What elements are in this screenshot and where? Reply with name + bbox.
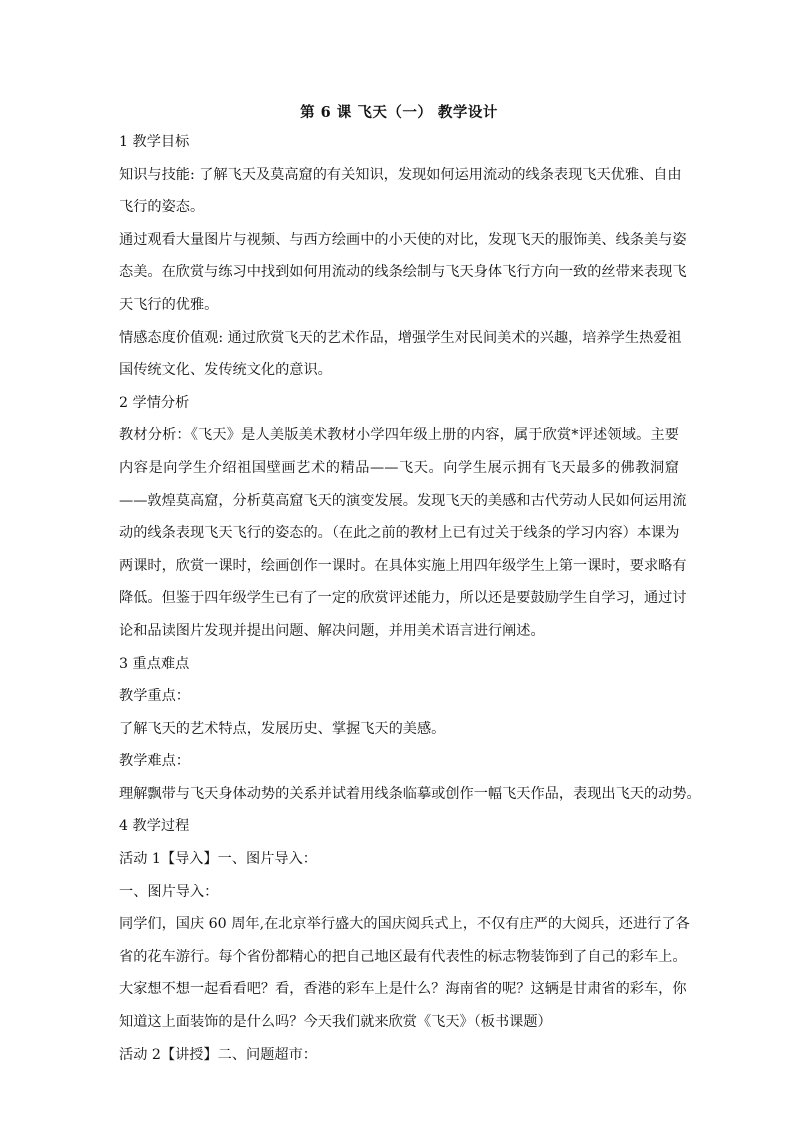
paragraph-line: 论和品读图片发现并提出问题、解决问题，并用美术语言进行阐述。 — [119, 622, 545, 639]
section-heading-analysis: 2 学情分析 — [119, 394, 190, 411]
document-title: 第 6 课 飞天（一） 教学设计 — [300, 104, 498, 121]
focus-label: 教学重点： — [119, 688, 190, 705]
paragraph-line: 内容是向学生介绍祖国壁画艺术的精品——飞天。向学生展示拥有飞天最多的佛教洞窟 — [119, 459, 679, 476]
paragraph-line: 降低。但鉴于四年级学生已有了一定的欣赏评述能力，所以还是要鼓励学生自学习，通过讨 — [119, 590, 687, 607]
paragraph-line: 省的花车游行。每个省份都精心的把自己地区最有代表性的标志物装饰到了自己的彩车上。 — [119, 948, 687, 965]
paragraph-line: 天飞行的优雅。 — [119, 296, 219, 313]
paragraph-line: 教材分析：《飞天》是人美版美术教材小学四年级上册的内容，属于欣赏*评述领域。主要 — [119, 427, 679, 444]
section-heading-goals: 1 教学目标 — [119, 134, 190, 150]
paragraph-line: 大家想不想一起看看吧？看，香港的彩车上是什么？海南省的呢？这辆是甘肃省的彩车，你 — [119, 981, 687, 998]
paragraph-line: ——敦煌莫高窟，分析莫高窟飞天的演变发展。发现飞天的美感和古代劳动人民如何运用流 — [119, 492, 687, 509]
paragraph-line: 态美。在欣赏与练习中找到如何用流动的线条绘制与飞天身体飞行方向一致的丝带来表现飞 — [119, 264, 687, 281]
paragraph-line: 动的线条表现飞天飞行的姿态的。（在此之前的教材上已有过关于线条的学习内容）本课为 — [119, 525, 680, 542]
paragraph-line: 知识与技能: 了解飞天及莫高窟的有关知识，发现如何运用流动的线条表现飞天优雅、自由 — [119, 166, 682, 183]
paragraph-line: 情感态度价值观: 通过欣赏飞天的艺术作品，增强学生对民间美术的兴趣，培养学生热爱祖 — [119, 329, 682, 346]
section-heading-process: 4 教学过程 — [119, 818, 190, 835]
difficulty-text: 理解飘带与飞天身体动势的关系并试着用线条临摹或创作一幅飞天作品，表现出飞天的动势。 — [119, 785, 701, 802]
paragraph-line: 飞行的姿态。 — [119, 199, 205, 216]
paragraph-line: 知道这上面装饰的是什么吗？今天我们就来欣赏《飞天》（板书课题） — [119, 1014, 552, 1031]
difficulty-label: 教学难点： — [119, 753, 190, 770]
subheading-image-intro: 一、图片导入： — [119, 883, 219, 900]
focus-text: 了解飞天的艺术特点，发展历史、掌握飞天的美感。 — [119, 720, 446, 737]
activity-2-label: 活动 2【讲授】二、问题超市： — [119, 1046, 317, 1063]
section-heading-keypoints: 3 重点难点 — [119, 655, 190, 672]
paragraph-line: 通过观看大量图片与视频、与西方绘画中的小天使的对比，发现飞天的服饰美、线条美与姿 — [119, 231, 687, 248]
activity-1-label: 活动 1【导入】一、图片导入： — [119, 851, 317, 868]
paragraph-line: 国传统文化、发传统文化的意识。 — [119, 362, 332, 379]
document-page — [119, 100, 701, 1071]
paragraph-line: 两课时，欣赏一课时，绘画创作一课时。在具体实施上用四年级学生上第一课时，要求略有 — [119, 557, 687, 574]
paragraph-line: 同学们，国庆 60 周年,在北京举行盛大的国庆阅兵式上，不仅有庄严的大阅兵，还进行了各 — [119, 916, 690, 933]
